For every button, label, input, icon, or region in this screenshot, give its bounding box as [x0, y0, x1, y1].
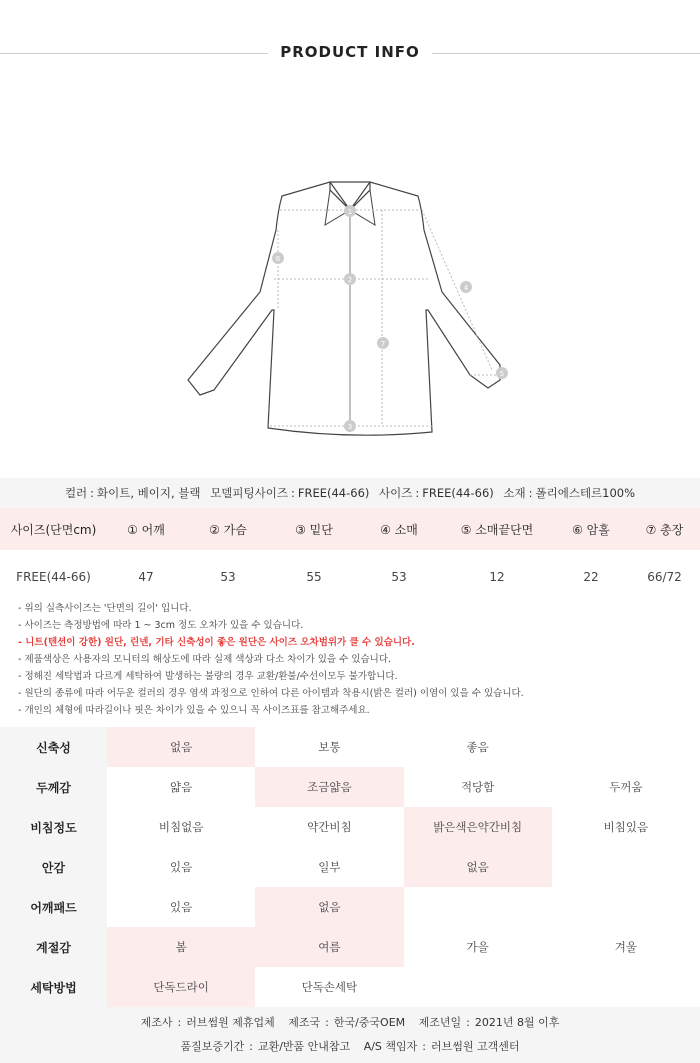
table-row: [0, 847, 700, 887]
marker-1: [344, 205, 356, 217]
color-value: 화이트, 베이지, 블랙: [97, 486, 201, 500]
attribute-option: [404, 967, 552, 1007]
size-cell: 47: [138, 570, 154, 584]
table-row: [0, 727, 700, 767]
warranty-label: 품질보증기간: [180, 1040, 245, 1053]
product-legal-info: 제조사 : 러브썸원 제휴업체 제조국 : 한국/중국OEM 제조년일 : 2021년 8월 이후 품질보증기간 : 교환/반품 안내참고 A/S 책임자 : 러브썸원 고객센터: [0, 1007, 700, 1063]
attribute-label: 신축성: [0, 727, 107, 767]
table-row: [0, 767, 700, 807]
marker-2: [344, 273, 356, 285]
attribute-option: 적당함: [460, 780, 495, 794]
attribute-option: 비침없음: [158, 820, 204, 834]
attribute-option: 좋음: [466, 740, 489, 754]
marker-5: [496, 367, 508, 379]
attribute-option: 약간비침: [307, 820, 352, 834]
attribute-label: 안감: [0, 847, 107, 887]
size-cell: 53: [220, 570, 236, 584]
note-item: - 사이즈는 측정방법에 따라 1 ~ 3cm 정도 오차가 있을 수 있습니다.: [18, 620, 304, 631]
size-table: [0, 508, 700, 604]
marker-6: [272, 252, 284, 264]
svg-text:6: 6: [275, 255, 281, 263]
size-cell: 55: [306, 570, 322, 584]
attribute-option: 있음: [170, 900, 193, 914]
attribute-option: 얇음: [170, 780, 193, 794]
maker-value: 러브썸원 제휴업체: [186, 1016, 275, 1029]
as-value: 러브썸원 고객센터: [431, 1040, 520, 1053]
note-item-warning: - 니트(텐션이 강한) 원단, 린넨, 기타 신축성이 좋은 원단은 사이즈 오차범위가 클 수 있습니다.: [18, 637, 415, 648]
note-item: - 위의 실측사이즈는 '단면의 길이' 입니다.: [18, 603, 192, 614]
marker-7: [377, 337, 389, 349]
attribute-option: 밝은색은약간비침: [404, 807, 552, 847]
size-cell: 66/72: [647, 570, 682, 584]
table-row: [0, 967, 700, 1007]
material-label: 소재: [503, 486, 526, 500]
attribute-option: 보통: [318, 740, 341, 754]
size-header-7: ⑦ 총장: [629, 508, 700, 550]
section-title-row: [0, 40, 700, 66]
size-notes: [18, 600, 688, 719]
attribute-option: 조금얇음: [255, 767, 403, 807]
svg-text:5: 5: [499, 370, 505, 378]
title-divider-right: [432, 53, 700, 54]
size-header-4: ④ 소매: [357, 508, 441, 550]
country-value: 한국/중국OEM: [333, 1016, 406, 1029]
size-header-6: ⑥ 암홀: [553, 508, 629, 550]
svg-text:3: 3: [347, 423, 353, 431]
material-value: 폴리에스테르100%: [535, 486, 636, 500]
garment-measurement-diagram: [170, 170, 530, 445]
attribute-option: [552, 887, 700, 927]
table-row: [0, 550, 700, 604]
attribute-option: 여름: [255, 927, 403, 967]
attribute-option: [404, 887, 552, 927]
attribute-label: 어깨패드: [0, 887, 107, 927]
attribute-option: [552, 847, 700, 887]
attribute-option: 단독손세탁: [301, 980, 358, 994]
attribute-option: 없음: [255, 887, 403, 927]
model-size-label: 모델피팅사이즈: [210, 486, 288, 500]
attribute-label: 계절감: [0, 927, 107, 967]
warranty-value: 교환/반품 안내참고: [257, 1040, 351, 1053]
date-value: 2021년 8월 이후: [474, 1016, 560, 1029]
attribute-option: 단독드라이: [107, 967, 255, 1007]
note-item: - 제품색상은 사용자의 모니터의 해상도에 따라 실제 색상과 다소 차이가 있을 수 있습니다.: [18, 654, 392, 665]
size-cell: FREE(44-66): [16, 570, 91, 584]
svg-text:1: 1: [347, 208, 353, 216]
attribute-label: 두께감: [0, 767, 107, 807]
attribute-option: 없음: [404, 847, 552, 887]
title-divider-left: [0, 53, 268, 54]
note-item: - 개인의 체형에 따라길이나 핏은 차이가 있을 수 있으니 꼭 사이즈표를 참고해주세요.: [18, 705, 370, 716]
country-label: 제조국: [288, 1016, 321, 1029]
attribute-option: 비침있음: [603, 820, 649, 834]
size-cell: 22: [583, 570, 599, 584]
marker-4: [460, 281, 472, 293]
maker-label: 제조사: [140, 1016, 173, 1029]
attribute-option: 있음: [170, 860, 193, 874]
attribute-label: 세탁방법: [0, 967, 107, 1007]
attribute-table: [0, 727, 700, 1007]
marker-3: [344, 420, 356, 432]
attribute-option: 봄: [107, 927, 255, 967]
table-row: [0, 927, 700, 967]
date-label: 제조년일: [418, 1016, 462, 1029]
size-header-3: ③ 밑단: [271, 508, 357, 550]
page-title: PRODUCT INFO: [280, 43, 420, 61]
attribute-option: 두꺼움: [609, 780, 643, 794]
attribute-option: 일부: [318, 860, 341, 874]
attribute-option: 없음: [107, 727, 255, 767]
size-header-5: ⑤ 소매끝단면: [441, 508, 553, 550]
svg-text:2: 2: [347, 276, 353, 284]
table-row: [0, 807, 700, 847]
svg-text:4: 4: [463, 284, 469, 292]
spec-summary: 컬러 : 화이트, 베이지, 블랙 모델피팅사이즈 : FREE(44-66) 사이즈 : FREE(44-66) 소재 : 폴리에스테르100%: [0, 478, 700, 508]
color-label: 컬러: [64, 486, 88, 500]
size-table-header: [0, 508, 700, 550]
note-item: - 정해진 세탁법과 다르게 세탁하여 발생하는 불량의 경우 교환/환불/수선이모두 불가합니다.: [18, 671, 398, 682]
size-value: FREE(44-66): [422, 486, 494, 500]
attribute-label: 비침정도: [0, 807, 107, 847]
size-header-1: ① 어깨: [107, 508, 185, 550]
note-item: - 원단의 종류에 따라 어두운 컬러의 경우 염색 과정으로 인하여 다른 아이템과 착용시(밝은 컬러) 이염이 있을 수 있습니다.: [18, 688, 524, 699]
as-label: A/S 책임자: [363, 1040, 418, 1053]
attribute-option: [552, 727, 700, 767]
svg-text:7: 7: [380, 340, 386, 348]
size-header-2: ② 가슴: [185, 508, 271, 550]
table-row: [0, 887, 700, 927]
size-cell: 53: [391, 570, 407, 584]
size-header-0: 사이즈(단면cm): [0, 508, 107, 550]
size-cell: 12: [489, 570, 505, 584]
size-label: 사이즈: [379, 486, 413, 500]
attribute-option: [552, 967, 700, 1007]
attribute-option: 겨울: [614, 940, 637, 954]
model-size-value: FREE(44-66): [297, 486, 370, 500]
attribute-option: 가을: [466, 940, 489, 954]
shirt-outline: [188, 182, 500, 435]
